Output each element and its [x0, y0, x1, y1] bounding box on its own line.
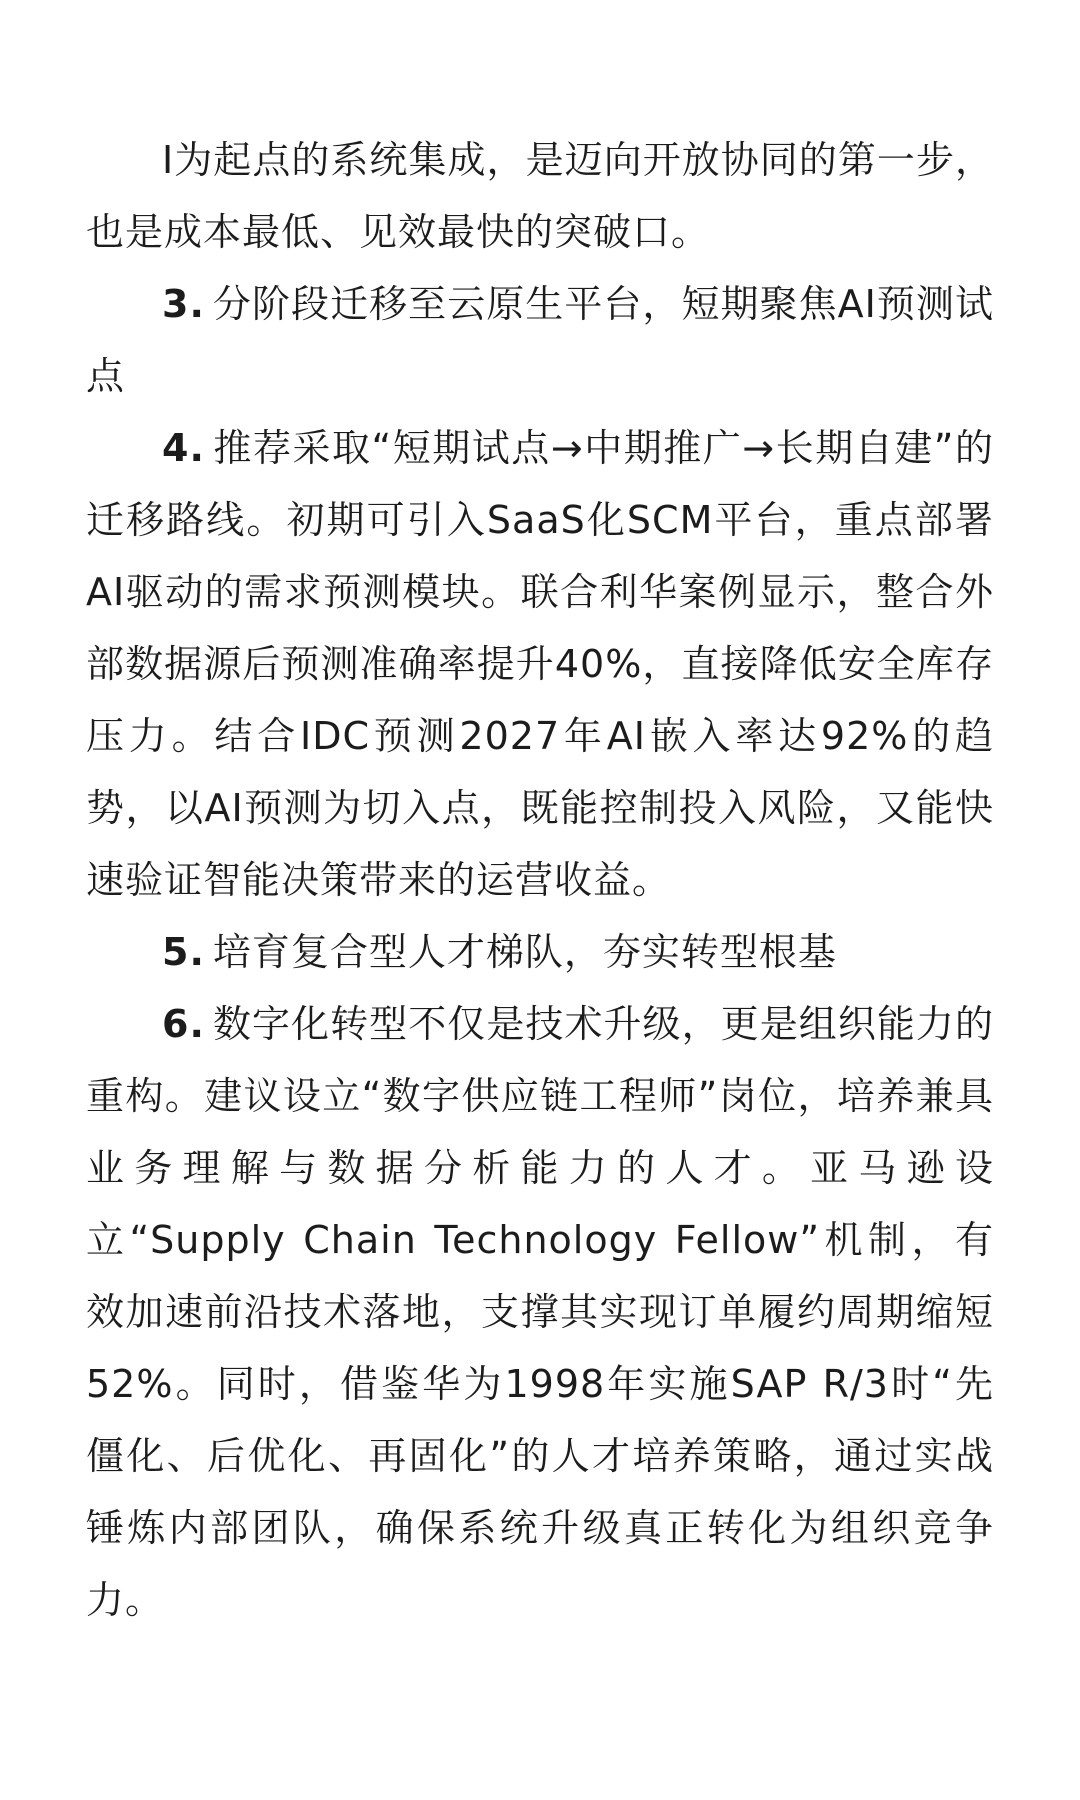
- paragraph-text: 分阶段迁移至云原生平台，短期聚焦AI预测试点: [86, 282, 994, 398]
- paragraph-text: 推荐采取“短期试点→中期推广→长期自建”的迁移路线。初期可引入SaaS化SCM平台，重点部署AI驱动的需求预测模块。联合利华案例显示，整合外部数据源后预测准确率提升40%，直接降低安全库存压力。结合IDC预测2027年AI嵌入率达92%的趋势，以AI预测为切入点，既能控制投入风险，又能快速验证智能决策带来的运营收益。: [86, 426, 994, 902]
- paragraph-system-integration: [86, 124, 994, 268]
- paragraph-text: 数字化转型不仅是技术升级，更是组织能力的重构。建议设立“数字供应链工程师”岗位，培养兼具业务理解与数据分析能力的人才。亚马逊设立“Supply Chain Technology Fellow”机制，有效加速前沿技术落地，支撑其实现订单履约周期缩短52%。同时，借鉴华为1998年实施SAP R/3时“先僵化、后优化、再固化”的人才培养策略，通过实战锤炼内部团队，确保系统升级真正转化为组织竞争力。: [86, 1002, 994, 1622]
- item-number: 3.: [162, 282, 205, 326]
- article-body: [86, 124, 994, 1636]
- paragraph-text: 培育复合型人才梯队，夯实转型根基: [212, 930, 837, 974]
- item-number: 5.: [162, 930, 205, 974]
- paragraph-item-4: [86, 412, 994, 916]
- paragraph-text: I为起点的系统集成，是迈向开放协同的第一步，也是成本最低、见效最快的突破口。: [86, 138, 994, 254]
- paragraph-item-5: [86, 916, 994, 988]
- paragraph-item-6: [86, 988, 994, 1636]
- paragraph-item-3: [86, 268, 994, 412]
- item-number: 4.: [162, 426, 205, 470]
- item-number: 6.: [162, 1002, 205, 1046]
